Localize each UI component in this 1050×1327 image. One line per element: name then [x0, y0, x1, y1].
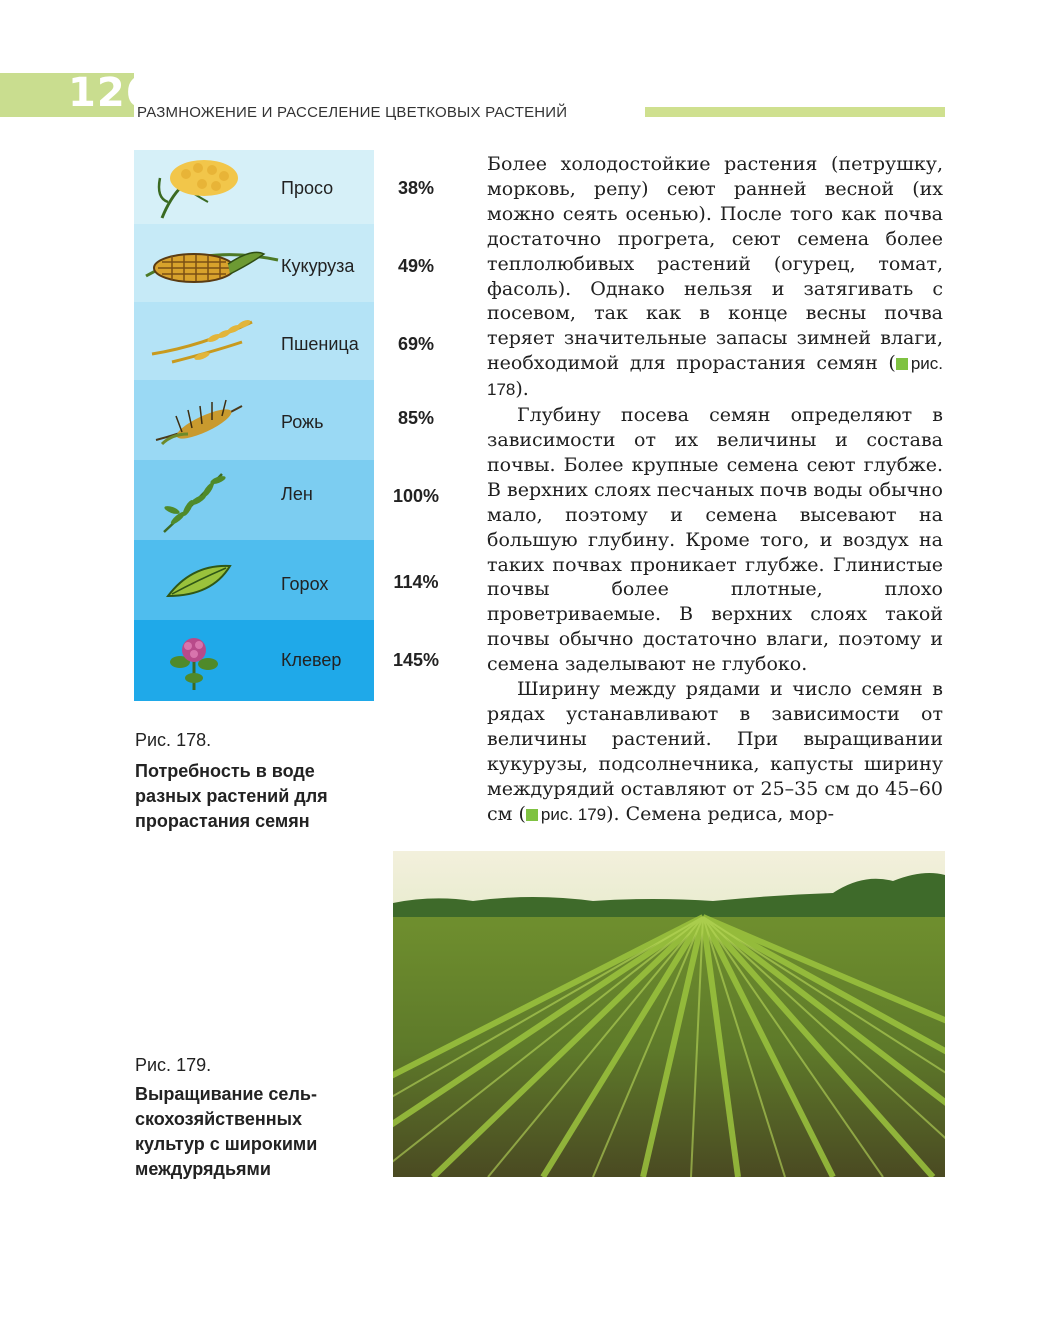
- figure-178-title: [135, 759, 328, 834]
- water-value-clover: 145%: [392, 650, 440, 670]
- figure-178-water-need-table: [134, 150, 440, 701]
- paragraph-3: [487, 677, 943, 827]
- paragraph-3-text: Ширину между рядами и число семян в рядах устанавливают в зависимости от величины растений. При выращивании кукурузы, подсолнечника, капусты ширину междурядий оставляют от 25–35 см до 45–60 см (: [487, 678, 943, 825]
- table-row-millet: [134, 150, 435, 224]
- caption-line: культур с широкими: [135, 1134, 318, 1154]
- chapter-title: РАЗМНОЖЕНИЕ И РАССЕЛЕНИЕ ЦВЕТКОВЫХ РАСТЕНИЙ: [137, 104, 568, 121]
- caption-line: Выращивание сель-: [135, 1084, 317, 1104]
- water-value-wheat: 69%: [397, 334, 435, 354]
- ref-square-icon: [896, 358, 908, 370]
- figure-179-title: [135, 1082, 317, 1182]
- paragraph-1-end: ).: [515, 378, 529, 401]
- caption-line: прорастания семян: [135, 811, 310, 831]
- water-value-flax: 100%: [392, 486, 440, 506]
- paragraph-3-end: ). Семена редиса, мор-: [606, 802, 835, 825]
- paragraph-1: [487, 152, 943, 403]
- header-rule: [645, 107, 945, 117]
- clover-icon: [142, 620, 252, 701]
- plant-name-clover: Клевер: [281, 650, 342, 670]
- table-row-wheat: [134, 302, 435, 380]
- caption-line: Потребность в воде: [135, 761, 315, 781]
- paragraph-1-text: Более холодостойкие растения (петрушку, морковь, репу) сеют ранней весной (их можно сеять осенью). После того как почва достаточно прогрета, сеют семена более теплолюбивых растений (огурец, томат, фасоль). Однако нельзя и затягивать с посевом, так как в конце весны почва теряет значительные запасы зимней влаги, необходимой для прорастания семян (: [487, 153, 943, 375]
- caption-line: разных растений для: [135, 786, 328, 806]
- corn-icon: [142, 224, 282, 302]
- figure-179-number: Рис. 179.: [135, 1055, 212, 1075]
- plant-name-corn: Кукуруза: [281, 256, 355, 276]
- water-value-rye: 85%: [397, 408, 435, 428]
- millet-icon: [142, 150, 252, 224]
- table-row-flax: [134, 460, 440, 540]
- plant-name-pea: Горох: [281, 574, 329, 594]
- plant-name-flax: Лен: [281, 484, 313, 504]
- plant-name-rye: Рожь: [281, 412, 324, 432]
- flax-icon: [142, 460, 252, 540]
- figure-178-caption: [135, 730, 328, 834]
- table-row-rye: [134, 380, 435, 460]
- table-row-clover: [134, 620, 440, 701]
- figure-179-caption: [135, 1055, 317, 1182]
- field-photo: [393, 851, 945, 1177]
- figure-ref-178-label: рис. 178: [487, 354, 943, 400]
- page-number: 126: [68, 70, 155, 116]
- water-value-pea: 114%: [393, 572, 439, 592]
- water-value-corn: 49%: [397, 256, 435, 276]
- paragraph-2: Глубину посева семян определяют в зависимости от их величины и состава почвы. Более крупные семена сеют глубже. В верхних слоях песчаных почв воды обычно мало, поэтому и семена высевают на большую глубину. Кроме того, и воздух на таких почвах проникает глубже. Глинистые почвы более плотные, плохо проветриваемые. В верхних слоях такой почвы обычно достаточно влаги, поэтому и семена заделывают не глубоко.: [487, 404, 943, 676]
- ref-square-icon: [526, 809, 538, 821]
- table-row-pea: [134, 540, 439, 620]
- table-row-corn: [134, 224, 435, 302]
- wheat-icon: [142, 302, 262, 380]
- caption-line: скохозяйственных: [135, 1109, 302, 1129]
- pea-icon: [142, 540, 252, 620]
- body-text: [487, 152, 943, 827]
- figure-ref-179[interactable]: [526, 805, 606, 824]
- plant-name-wheat: Пшеница: [281, 334, 359, 354]
- water-value-millet: 38%: [397, 178, 435, 198]
- figure-ref-179-label: рис. 179: [540, 804, 607, 824]
- rye-icon: [142, 380, 262, 460]
- caption-line: междурядьями: [135, 1159, 271, 1179]
- figure-178-number: Рис. 178.: [135, 730, 212, 750]
- plant-name-millet: Просо: [281, 178, 334, 198]
